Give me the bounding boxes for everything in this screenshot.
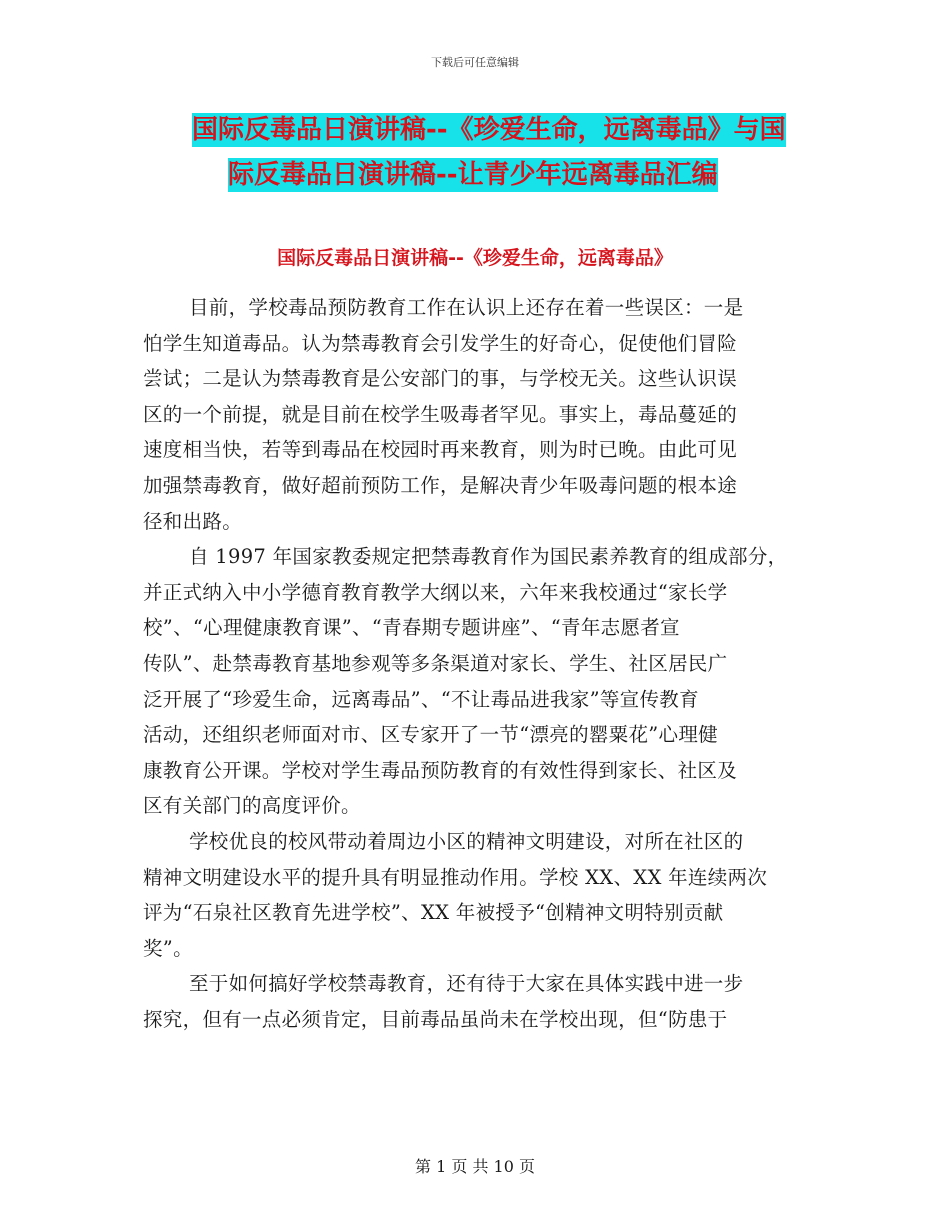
paragraph-line: 校”、“心理健康教育课”、“青春期专题讲座”、“青年志愿者宣: [143, 616, 680, 640]
title-line-2: [140, 153, 820, 198]
paragraph-line: 并正式纳入中小学德育教育教学大纲以来，六年来我校通过“家长学: [143, 580, 728, 604]
paragraph-line: 探究，但有一点必须肯定，目前毒品虽尚未在学校出现，但“防患于: [143, 1007, 728, 1031]
page-header-note: 下载后可任意编辑: [431, 56, 519, 69]
paragraph-line: 至于如何搞好学校禁毒教育，还有待于大家在具体实践中进一步: [189, 972, 744, 996]
paragraph-line: 区的一个前提，就是目前在校学生吸毒者罕见。事实上，毒品蔓延的: [143, 402, 738, 426]
paragraph-line: 目前，学校毒品预防教育工作在认识上还存在着一些误区：一是: [189, 296, 744, 319]
title-line-1: [140, 108, 820, 153]
paragraph-line: 径和出路。: [143, 509, 243, 533]
title-line-1-text: 国际反毒品日演讲稿--《珍爱生命，远离毒品》与国: [192, 115, 786, 145]
paragraph-4: [143, 966, 818, 1037]
paragraph-line: 精神文明建设水平的提升具有明显推动作用。学校 XX、XX 年连续两次: [143, 865, 768, 889]
paragraph-line: 加强禁毒教育，做好超前预防工作，是解决青少年吸毒问题的根本途: [143, 473, 738, 497]
page-footer: 第 1 页 共 10 页: [415, 1157, 535, 1176]
paragraph-line: 奖”。: [143, 936, 193, 960]
paragraph-1: [143, 290, 818, 539]
title-line-2-text: 际反毒品日演讲稿--让青少年远离毒品汇编: [228, 160, 718, 190]
paragraph-line: 活动，还组织老师面对市、区专家开了一节“漂亮的罂粟花”心理健: [143, 723, 718, 747]
paragraph-line: 传队”、赴禁毒教育基地参观等多条渠道对家长、学生、社区居民广: [143, 651, 728, 675]
paragraph-line: 学校优良的校风带动着周边小区的精神文明建设，对所在社区的: [189, 829, 744, 853]
paragraph-line: 评为“石泉社区教育先进学校”、XX 年被授予“创精神文明特别贡献: [143, 901, 724, 925]
paragraph-line: 速度相当快，若等到毒品在校园时再来教育，则为时已晚。由此可见: [143, 438, 738, 462]
paragraph-line: 怕学生知道毒品。认为禁毒教育会引发学生的好奇心，促使他们冒险: [143, 331, 738, 355]
section-subtitle: 国际反毒品日演讲稿--《珍爱生命，远离毒品》: [277, 247, 673, 269]
paragraph-line: 泛开展了“珍爱生命，远离毒品”、“不让毒品进我家”等宣传教育: [143, 687, 699, 711]
paragraph-line: 尝试；二是认为禁毒教育是公安部门的事，与学校无关。这些认识误: [143, 367, 738, 391]
paragraph-line: 康教育公开课。学校对学生毒品预防教育的有效性得到家长、社区及: [143, 758, 738, 782]
document-body: [143, 290, 818, 1037]
paragraph-line: 区有关部门的高度评价。: [143, 794, 361, 818]
document-title: [140, 108, 820, 198]
paragraph-line: 自 1997 年国家教委规定把禁毒教育作为国民素养教育的组成部分，: [189, 545, 788, 569]
paragraph-3: [143, 824, 818, 966]
paragraph-2: [143, 539, 818, 824]
